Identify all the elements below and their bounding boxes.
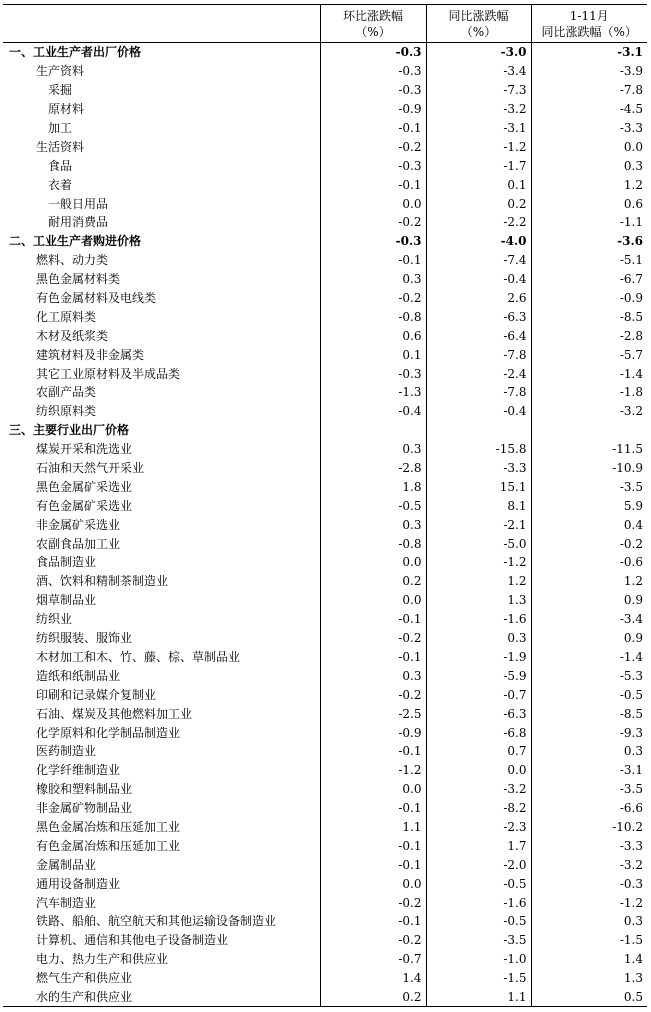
header-row: [3, 5, 647, 43]
table-row: [3, 137, 647, 156]
row-label: 通用设备制造业: [36, 876, 121, 891]
ytd-value: -1.8: [531, 383, 647, 402]
header-mom-unit: （%）: [355, 24, 391, 39]
mom-value: 0.0: [320, 780, 426, 799]
table-row: [3, 213, 647, 232]
row-label: 金属制品业: [36, 857, 97, 872]
ytd-value: -3.6: [531, 232, 647, 251]
table-row: [3, 931, 647, 950]
ytd-value: -6.6: [531, 799, 647, 818]
mom-value: 0.0: [320, 553, 426, 572]
table-row: [3, 988, 647, 1007]
yoy-value: -3.2: [426, 100, 531, 119]
ytd-value: -3.1: [531, 761, 647, 780]
row-label: 汽车制造业: [36, 895, 97, 910]
ytd-value: 1.2: [531, 572, 647, 591]
mom-value: -0.3: [320, 364, 426, 383]
yoy-value: -1.5: [426, 969, 531, 988]
mom-value: -0.3: [320, 81, 426, 100]
row-label: 二、工业生产者购进价格: [9, 234, 142, 249]
table-row: [3, 81, 647, 100]
mom-value: -0.1: [320, 251, 426, 270]
yoy-value: -5.9: [426, 666, 531, 685]
mom-value: -0.9: [320, 100, 426, 119]
mom-value: -0.9: [320, 723, 426, 742]
section-row: [3, 43, 647, 62]
yoy-value: -7.3: [426, 81, 531, 100]
mom-value: 0.0: [320, 874, 426, 893]
mom-value: -0.2: [320, 137, 426, 156]
ytd-value: -0.6: [531, 553, 647, 572]
table-row: [3, 648, 647, 667]
mom-value: -0.2: [320, 931, 426, 950]
yoy-value: -7.4: [426, 251, 531, 270]
ytd-value: -0.9: [531, 289, 647, 308]
yoy-value: [426, 421, 531, 440]
table-row: [3, 62, 647, 81]
table-row: [3, 912, 647, 931]
header-yoy-unit: （%）: [460, 24, 497, 39]
yoy-value: -7.8: [426, 383, 531, 402]
table-row: [3, 893, 647, 912]
mom-value: 0.3: [320, 440, 426, 459]
yoy-value: -1.6: [426, 893, 531, 912]
ytd-value: -5.1: [531, 251, 647, 270]
ytd-value: -8.5: [531, 307, 647, 326]
table-row: [3, 950, 647, 969]
mom-value: 0.0: [320, 591, 426, 610]
yoy-value: -2.4: [426, 364, 531, 383]
ytd-value: -6.7: [531, 270, 647, 289]
row-label: 铁路、船舶、航空航天和其他运输设备制造业: [36, 914, 277, 929]
yoy-value: 1.2: [426, 572, 531, 591]
ytd-value: -3.3: [531, 836, 647, 855]
mom-value: 0.6: [320, 326, 426, 345]
yoy-value: -6.3: [426, 307, 531, 326]
header-yoy: [426, 5, 531, 43]
row-label: 木材加工和木、竹、藤、棕、草制品业: [36, 649, 241, 664]
row-label: 燃气生产和供应业: [36, 971, 133, 986]
row-label: 化学原料和化学制品制造业: [36, 725, 181, 740]
mom-value: -0.2: [320, 893, 426, 912]
mom-value: 0.2: [320, 988, 426, 1007]
mom-value: -0.2: [320, 289, 426, 308]
yoy-value: -0.4: [426, 402, 531, 421]
table-row: [3, 685, 647, 704]
ytd-value: -11.5: [531, 440, 647, 459]
row-label: 水的生产和供应业: [3, 988, 320, 1007]
ytd-value: -8.5: [531, 704, 647, 723]
ytd-value: -10.9: [531, 459, 647, 478]
header-mom: [320, 5, 426, 43]
row-label: 石油、煤炭及其他燃料加工业: [36, 706, 193, 721]
mom-value: 0.3: [320, 270, 426, 289]
mom-value: -2.5: [320, 704, 426, 723]
table-row: [3, 855, 647, 874]
yoy-value: 0.7: [426, 742, 531, 761]
row-label: 一、工业生产者出厂价格: [9, 45, 142, 60]
ytd-value: 0.4: [531, 515, 647, 534]
row-label: 计算机、通信和其他电子设备制造业: [36, 933, 229, 948]
table-body: [3, 43, 647, 1007]
mom-value: 1.4: [320, 969, 426, 988]
header-mom-title: 环比涨跌幅: [342, 8, 403, 23]
table-row: [3, 119, 647, 138]
mom-value: 0.2: [320, 572, 426, 591]
yoy-value: 15.1: [426, 477, 531, 496]
mom-value: -0.3: [320, 232, 426, 251]
table-row: [3, 780, 647, 799]
table-row: [3, 364, 647, 383]
ytd-value: -0.5: [531, 685, 647, 704]
mom-value: -0.1: [320, 119, 426, 138]
mom-value: -0.5: [320, 496, 426, 515]
ytd-value: 0.9: [531, 629, 647, 648]
header-ytd: [531, 5, 647, 43]
mom-value: -0.1: [320, 855, 426, 874]
table-row: [3, 477, 647, 496]
table-row: [3, 326, 647, 345]
row-label: 电力、热力生产和供应业: [36, 952, 169, 967]
row-label: 黑色金属矿采选业: [36, 479, 133, 494]
mom-value: -0.1: [320, 742, 426, 761]
row-label: 非金属矿物制品业: [36, 801, 133, 816]
yoy-value: 8.1: [426, 496, 531, 515]
table-row: [3, 402, 647, 421]
ytd-value: 1.2: [531, 175, 647, 194]
table-row: [3, 383, 647, 402]
mom-value: [320, 421, 426, 440]
mom-value: -0.8: [320, 307, 426, 326]
ytd-value: 5.9: [531, 496, 647, 515]
table-row: [3, 553, 647, 572]
row-label: 农副食品加工业: [36, 536, 121, 551]
ytd-value: -0.3: [531, 874, 647, 893]
ytd-value: 0.3: [531, 742, 647, 761]
table-row: [3, 761, 647, 780]
table-row: [3, 629, 647, 648]
section-row: [3, 421, 647, 440]
ytd-value: -3.5: [531, 780, 647, 799]
table-row: [3, 175, 647, 194]
yoy-value: 1.3: [426, 591, 531, 610]
yoy-value: 0.0: [426, 761, 531, 780]
mom-value: -0.1: [320, 175, 426, 194]
ytd-value: 0.0: [531, 137, 647, 156]
ytd-value: 0.9: [531, 591, 647, 610]
mom-value: -0.3: [320, 43, 426, 62]
ytd-value: -3.4: [531, 610, 647, 629]
table-row: [3, 289, 647, 308]
row-label: 原材料: [48, 102, 85, 117]
table-row: [3, 345, 647, 364]
table-row: [3, 874, 647, 893]
price-change-table: [3, 4, 647, 1007]
header-ytd-title: 同比涨跌幅（%）: [541, 24, 637, 39]
row-label: 建筑材料及非金属类: [36, 347, 145, 362]
yoy-value: -3.4: [426, 62, 531, 81]
header-yoy-title: 同比涨跌幅: [448, 8, 509, 23]
header-label-cell: [3, 5, 320, 43]
mom-value: -0.2: [320, 629, 426, 648]
row-label: 橡胶和塑料制品业: [36, 782, 133, 797]
row-label: 黑色金属冶炼和压延加工业: [36, 819, 181, 834]
row-label: 加工: [48, 121, 73, 135]
row-label: 其它工业原材料及半成品类: [36, 366, 181, 381]
mom-value: -0.3: [320, 62, 426, 81]
mom-value: -0.8: [320, 534, 426, 553]
row-label: 生产资料: [36, 64, 85, 79]
row-label: 医药制造业: [36, 744, 97, 759]
yoy-value: -1.7: [426, 156, 531, 175]
table-row: [3, 496, 647, 515]
table-row: [3, 572, 647, 591]
table-header: [3, 5, 647, 43]
mom-value: -0.1: [320, 836, 426, 855]
mom-value: -0.1: [320, 912, 426, 931]
row-label: 木材及纸浆类: [36, 328, 109, 343]
mom-value: -1.2: [320, 761, 426, 780]
yoy-value: -1.9: [426, 648, 531, 667]
table-row: [3, 610, 647, 629]
row-label: 一般日用品: [48, 196, 109, 211]
mom-value: 0.3: [320, 666, 426, 685]
yoy-value: -2.3: [426, 818, 531, 837]
yoy-value: -1.2: [426, 553, 531, 572]
yoy-value: -3.5: [426, 931, 531, 950]
row-label: 酒、饮料和精制茶制造业: [36, 574, 169, 589]
ytd-value: 0.6: [531, 194, 647, 213]
ytd-value: 1.4: [531, 950, 647, 969]
row-label: 石油和天然气开采业: [36, 461, 145, 476]
ytd-value: -5.7: [531, 345, 647, 364]
mom-value: 1.1: [320, 818, 426, 837]
row-label: 纺织原料类: [36, 404, 97, 419]
table-row: [3, 742, 647, 761]
price-index-table-container: [3, 4, 647, 1007]
ytd-value: 0.3: [531, 912, 647, 931]
ytd-value: -0.2: [531, 534, 647, 553]
yoy-value: -0.5: [426, 912, 531, 931]
yoy-value: -2.1: [426, 515, 531, 534]
ytd-value: -10.2: [531, 818, 647, 837]
header-ytd-period: 1-11月: [569, 8, 609, 23]
ytd-value: 1.3: [531, 969, 647, 988]
row-label: 采掘: [48, 83, 73, 98]
ytd-value: [531, 421, 647, 440]
yoy-value: -15.8: [426, 440, 531, 459]
table-row: [3, 969, 647, 988]
table-row: [3, 534, 647, 553]
table-row: [3, 515, 647, 534]
row-label: 有色金属材料及电线类: [36, 291, 157, 306]
row-label: 化学纤维制造业: [36, 763, 121, 778]
yoy-value: 0.3: [426, 629, 531, 648]
yoy-value: -0.5: [426, 874, 531, 893]
ytd-value: -3.5: [531, 477, 647, 496]
yoy-value: -7.8: [426, 345, 531, 364]
yoy-value: -0.4: [426, 270, 531, 289]
yoy-value: -5.0: [426, 534, 531, 553]
mom-value: -0.7: [320, 950, 426, 969]
ytd-value: -3.3: [531, 119, 647, 138]
row-label: 非金属矿采选业: [36, 517, 121, 532]
yoy-value: -3.1: [426, 119, 531, 138]
ytd-value: 0.5: [531, 988, 647, 1007]
mom-value: -0.3: [320, 156, 426, 175]
row-label: 耐用消费品: [48, 215, 109, 230]
table-row: [3, 307, 647, 326]
row-label: 燃料、动力类: [36, 253, 109, 268]
yoy-value: 1.7: [426, 836, 531, 855]
row-label: 食品: [48, 158, 73, 173]
row-label: 衣着: [48, 177, 73, 192]
row-label: 印刷和记录媒介复制业: [36, 687, 157, 702]
ytd-value: -1.4: [531, 364, 647, 383]
row-label: 生活资料: [36, 139, 85, 154]
row-label: 烟草制品业: [36, 593, 97, 608]
yoy-value: -3.0: [426, 43, 531, 62]
row-label: 黑色金属材料类: [36, 272, 121, 287]
ytd-value: -3.2: [531, 855, 647, 874]
ytd-value: -4.5: [531, 100, 647, 119]
table-row: [3, 459, 647, 478]
table-row: [3, 251, 647, 270]
mom-value: 0.0: [320, 194, 426, 213]
table-row: [3, 270, 647, 289]
mom-value: -0.4: [320, 402, 426, 421]
table-row: [3, 194, 647, 213]
yoy-value: -6.4: [426, 326, 531, 345]
yoy-value: -1.0: [426, 950, 531, 969]
ytd-value: 0.3: [531, 156, 647, 175]
yoy-value: -2.2: [426, 213, 531, 232]
mom-value: -1.3: [320, 383, 426, 402]
ytd-value: -1.4: [531, 648, 647, 667]
mom-value: -0.2: [320, 685, 426, 704]
ytd-value: -3.9: [531, 62, 647, 81]
mom-value: -0.1: [320, 648, 426, 667]
row-label: 食品制造业: [36, 555, 97, 570]
table-row: [3, 591, 647, 610]
yoy-value: 1.1: [426, 988, 531, 1007]
mom-value: 0.1: [320, 345, 426, 364]
ytd-value: -3.1: [531, 43, 647, 62]
ytd-value: -5.3: [531, 666, 647, 685]
row-label: 造纸和纸制品业: [36, 668, 121, 683]
table-row: [3, 799, 647, 818]
ytd-value: -1.1: [531, 213, 647, 232]
row-label: 有色金属冶炼和压延加工业: [36, 838, 181, 853]
yoy-value: -6.3: [426, 704, 531, 723]
yoy-value: -6.8: [426, 723, 531, 742]
mom-value: 1.8: [320, 477, 426, 496]
mom-value: -0.2: [320, 213, 426, 232]
yoy-value: -2.0: [426, 855, 531, 874]
table-row: [3, 818, 647, 837]
row-label: 农副产品类: [36, 385, 97, 400]
yoy-value: -4.0: [426, 232, 531, 251]
yoy-value: -1.6: [426, 610, 531, 629]
row-label: 化工原料类: [36, 309, 97, 324]
mom-value: -2.8: [320, 459, 426, 478]
table-row: [3, 440, 647, 459]
ytd-value: -2.8: [531, 326, 647, 345]
ytd-value: -3.2: [531, 402, 647, 421]
yoy-value: -1.2: [426, 137, 531, 156]
ytd-value: -7.8: [531, 81, 647, 100]
row-label: 有色金属矿采选业: [36, 498, 133, 513]
table-row: [3, 100, 647, 119]
row-label: 煤炭开采和洗选业: [36, 442, 133, 457]
yoy-value: 0.2: [426, 194, 531, 213]
yoy-value: 0.1: [426, 175, 531, 194]
mom-value: -0.1: [320, 799, 426, 818]
table-row: [3, 723, 647, 742]
ytd-value: -1.2: [531, 893, 647, 912]
row-label: 三、主要行业出厂价格: [9, 423, 130, 438]
table-row: [3, 704, 647, 723]
section-row: [3, 232, 647, 251]
table-row: [3, 666, 647, 685]
ytd-value: -9.3: [531, 723, 647, 742]
table-row: [3, 156, 647, 175]
ytd-value: -1.5: [531, 931, 647, 950]
row-label: 纺织服装、服饰业: [36, 631, 133, 646]
row-label: 纺织业: [36, 612, 73, 627]
yoy-value: -3.2: [426, 780, 531, 799]
mom-value: 0.3: [320, 515, 426, 534]
mom-value: -0.1: [320, 610, 426, 629]
yoy-value: -0.7: [426, 685, 531, 704]
yoy-value: -8.2: [426, 799, 531, 818]
yoy-value: 2.6: [426, 289, 531, 308]
table-row: [3, 836, 647, 855]
yoy-value: -3.3: [426, 459, 531, 478]
